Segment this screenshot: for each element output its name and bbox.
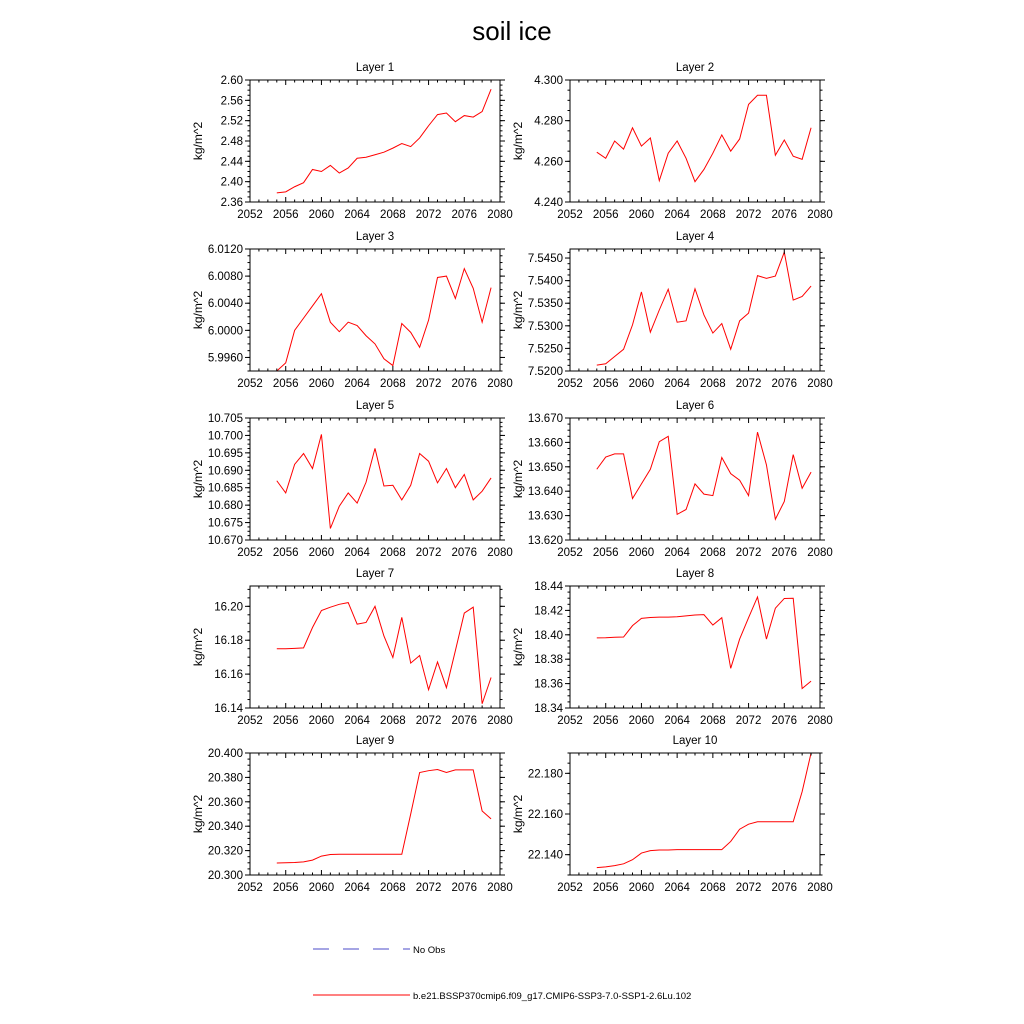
x-tick-label: 2068 bbox=[380, 209, 406, 221]
panel-title: Layer 7 bbox=[355, 568, 395, 580]
plot-frame bbox=[570, 753, 820, 875]
x-tick-label: 2060 bbox=[308, 715, 335, 727]
series-line-layer-10 bbox=[597, 753, 811, 868]
series-line-layer-3 bbox=[277, 269, 491, 371]
y-axis-label: kg/m^2 bbox=[511, 459, 525, 499]
x-tick-label: 2080 bbox=[487, 378, 513, 390]
y-tick-label: 16.20 bbox=[214, 601, 243, 614]
panel-layer-2 bbox=[511, 62, 833, 221]
x-tick-label: 2052 bbox=[237, 882, 263, 894]
y-tick-label: 4.280 bbox=[534, 115, 563, 128]
y-tick-label: 7.5300 bbox=[527, 320, 563, 333]
x-tick-label: 2068 bbox=[700, 209, 726, 221]
y-tick-label: 2.56 bbox=[220, 95, 243, 108]
y-axis-label: kg/m^2 bbox=[191, 290, 205, 330]
x-tick-label: 2056 bbox=[272, 209, 299, 221]
y-tick-label: 6.0120 bbox=[207, 244, 243, 256]
x-tick-label: 2060 bbox=[308, 882, 335, 894]
x-tick-label: 2064 bbox=[344, 378, 370, 390]
x-tick-label: 2072 bbox=[415, 209, 442, 221]
x-tick-label: 2060 bbox=[628, 209, 655, 221]
panel-layer-3 bbox=[191, 231, 513, 390]
x-tick-label: 2076 bbox=[451, 378, 478, 390]
y-tick-label: 16.18 bbox=[214, 635, 243, 648]
y-tick-label: 20.380 bbox=[207, 772, 243, 785]
legend-no-obs-label: No Obs bbox=[413, 945, 446, 956]
y-tick-label: 10.695 bbox=[207, 447, 243, 460]
x-tick-label: 2068 bbox=[700, 882, 726, 894]
x-tick-label: 2080 bbox=[487, 715, 513, 727]
plot-frame bbox=[250, 586, 500, 708]
plot-frame bbox=[250, 80, 500, 202]
y-tick-label: 18.38 bbox=[534, 654, 563, 667]
x-tick-label: 2064 bbox=[664, 882, 690, 894]
plot-frame bbox=[570, 249, 820, 371]
x-tick-label: 2060 bbox=[628, 882, 655, 894]
y-tick-label: 10.675 bbox=[207, 517, 243, 530]
x-tick-label: 2076 bbox=[451, 547, 478, 559]
x-tick-label: 2072 bbox=[415, 882, 442, 894]
x-tick-label: 2052 bbox=[557, 547, 583, 559]
y-tick-label: 10.705 bbox=[207, 413, 243, 425]
x-tick-label: 2056 bbox=[272, 547, 299, 559]
panel-title: Layer 9 bbox=[355, 735, 395, 747]
x-tick-label: 2076 bbox=[771, 209, 798, 221]
panel-title: Layer 3 bbox=[355, 231, 395, 243]
panel-layer-10 bbox=[511, 735, 833, 894]
y-tick-label: 18.34 bbox=[534, 703, 563, 715]
panel-title: Layer 4 bbox=[675, 231, 715, 243]
x-tick-label: 2052 bbox=[237, 547, 263, 559]
x-tick-label: 2080 bbox=[807, 547, 833, 559]
y-tick-label: 13.670 bbox=[527, 413, 563, 425]
x-tick-label: 2076 bbox=[771, 378, 798, 390]
x-tick-label: 2072 bbox=[735, 547, 762, 559]
y-tick-label: 22.160 bbox=[527, 809, 563, 821]
x-tick-label: 2072 bbox=[735, 882, 762, 894]
x-tick-label: 2080 bbox=[487, 209, 513, 221]
y-tick-label: 6.0040 bbox=[207, 298, 243, 311]
y-tick-label: 4.260 bbox=[534, 156, 563, 169]
x-tick-label: 2052 bbox=[557, 209, 583, 221]
x-tick-label: 2060 bbox=[308, 378, 335, 390]
panel-title: Layer 8 bbox=[675, 568, 715, 580]
y-tick-label: 2.52 bbox=[220, 115, 243, 128]
series-line-layer-2 bbox=[597, 95, 811, 181]
x-tick-label: 2068 bbox=[380, 378, 406, 390]
legend bbox=[313, 945, 691, 1002]
series-line-layer-8 bbox=[597, 597, 811, 689]
y-tick-label: 2.36 bbox=[220, 197, 243, 209]
plot-frame bbox=[570, 586, 820, 708]
x-tick-label: 2080 bbox=[807, 715, 833, 727]
y-tick-label: 2.44 bbox=[220, 156, 243, 169]
x-tick-label: 2080 bbox=[807, 882, 833, 894]
x-tick-label: 2060 bbox=[628, 715, 655, 727]
y-tick-label: 10.700 bbox=[207, 430, 243, 443]
y-axis-label: kg/m^2 bbox=[511, 121, 525, 161]
x-tick-label: 2056 bbox=[592, 378, 619, 390]
y-tick-label: 10.670 bbox=[207, 535, 243, 547]
y-tick-label: 13.650 bbox=[527, 461, 563, 474]
x-tick-label: 2060 bbox=[628, 378, 655, 390]
x-tick-label: 2080 bbox=[807, 209, 833, 221]
x-tick-label: 2068 bbox=[380, 882, 406, 894]
x-tick-label: 2056 bbox=[272, 882, 299, 894]
y-tick-label: 18.44 bbox=[534, 581, 563, 593]
x-tick-label: 2068 bbox=[380, 715, 406, 727]
x-tick-label: 2060 bbox=[308, 547, 335, 559]
y-tick-label: 7.5400 bbox=[527, 275, 563, 288]
x-tick-label: 2068 bbox=[380, 547, 406, 559]
y-axis-label: kg/m^2 bbox=[191, 627, 205, 667]
x-tick-label: 2072 bbox=[735, 715, 762, 727]
panel-layer-8 bbox=[511, 568, 833, 727]
y-tick-label: 20.400 bbox=[207, 748, 243, 760]
x-tick-label: 2064 bbox=[344, 209, 370, 221]
y-tick-label: 13.660 bbox=[527, 437, 563, 450]
series-line-layer-5 bbox=[277, 434, 491, 528]
y-axis-label: kg/m^2 bbox=[511, 794, 525, 834]
y-tick-label: 13.630 bbox=[527, 510, 563, 523]
x-tick-label: 2052 bbox=[237, 715, 263, 727]
y-tick-label: 5.9960 bbox=[207, 352, 243, 365]
panel-title: Layer 5 bbox=[355, 400, 395, 412]
y-axis-label: kg/m^2 bbox=[511, 290, 525, 330]
x-tick-label: 2080 bbox=[487, 882, 513, 894]
y-tick-label: 20.320 bbox=[207, 845, 243, 858]
legend-model-label: b.e21.BSSP370cmip6.f09_g17.CMIP6-SSP3-7.0-SSP1-2.6Lu.102 bbox=[413, 991, 692, 1002]
x-tick-label: 2064 bbox=[664, 378, 690, 390]
y-tick-label: 10.680 bbox=[207, 500, 243, 513]
x-tick-label: 2076 bbox=[451, 715, 478, 727]
panel-layer-7 bbox=[191, 568, 513, 727]
panel-layer-5 bbox=[191, 400, 513, 559]
y-tick-label: 20.360 bbox=[207, 796, 243, 809]
y-tick-label: 7.5350 bbox=[527, 298, 563, 311]
series-line-layer-4 bbox=[597, 252, 811, 365]
y-tick-label: 2.40 bbox=[220, 176, 243, 189]
series-line-layer-7 bbox=[277, 603, 491, 704]
y-tick-label: 16.16 bbox=[214, 669, 243, 682]
x-tick-label: 2056 bbox=[592, 882, 619, 894]
plot-frame bbox=[570, 80, 820, 202]
plot-frame bbox=[250, 249, 500, 371]
x-tick-label: 2072 bbox=[735, 378, 762, 390]
y-tick-label: 2.60 bbox=[220, 75, 243, 87]
x-tick-label: 2064 bbox=[664, 547, 690, 559]
panel-layer-1 bbox=[191, 62, 513, 221]
y-tick-label: 7.5450 bbox=[527, 253, 563, 266]
y-tick-label: 10.690 bbox=[207, 465, 243, 478]
page-title: soil ice bbox=[472, 16, 552, 46]
x-tick-label: 2080 bbox=[807, 378, 833, 390]
x-tick-label: 2052 bbox=[557, 715, 583, 727]
panel-title: Layer 2 bbox=[675, 62, 715, 74]
y-tick-label: 20.300 bbox=[207, 870, 243, 882]
x-tick-label: 2056 bbox=[592, 715, 619, 727]
panel-layer-9 bbox=[191, 735, 513, 894]
plot-frame bbox=[250, 418, 500, 540]
y-tick-label: 22.180 bbox=[527, 768, 563, 781]
x-tick-label: 2076 bbox=[451, 882, 478, 894]
y-tick-label: 18.36 bbox=[534, 678, 563, 691]
x-tick-label: 2060 bbox=[308, 209, 335, 221]
series-line-layer-9 bbox=[277, 769, 491, 863]
y-tick-label: 10.685 bbox=[207, 482, 243, 495]
plot-frame bbox=[250, 753, 500, 875]
panel-title: Layer 10 bbox=[672, 735, 718, 747]
x-tick-label: 2072 bbox=[415, 715, 442, 727]
y-tick-label: 13.620 bbox=[527, 535, 563, 547]
x-tick-label: 2052 bbox=[237, 378, 263, 390]
y-tick-label: 2.48 bbox=[220, 136, 243, 148]
x-tick-label: 2064 bbox=[344, 715, 370, 727]
x-tick-label: 2052 bbox=[557, 378, 583, 390]
y-tick-label: 4.240 bbox=[534, 197, 563, 209]
plot-frame bbox=[570, 418, 820, 540]
y-axis-label: kg/m^2 bbox=[191, 121, 205, 161]
series-line-layer-1 bbox=[277, 89, 491, 193]
x-tick-label: 2076 bbox=[771, 715, 798, 727]
x-tick-label: 2072 bbox=[735, 209, 762, 221]
y-tick-label: 18.40 bbox=[534, 629, 563, 642]
x-tick-label: 2076 bbox=[771, 547, 798, 559]
x-tick-label: 2056 bbox=[592, 209, 619, 221]
y-axis-label: kg/m^2 bbox=[191, 459, 205, 499]
x-tick-label: 2056 bbox=[272, 715, 299, 727]
panel-layer-6 bbox=[511, 400, 833, 559]
x-tick-label: 2052 bbox=[237, 209, 263, 221]
x-tick-label: 2060 bbox=[628, 547, 655, 559]
y-tick-label: 22.140 bbox=[527, 849, 563, 862]
x-tick-label: 2068 bbox=[700, 378, 726, 390]
y-axis-label: kg/m^2 bbox=[191, 794, 205, 834]
x-tick-label: 2072 bbox=[415, 547, 442, 559]
y-axis-label: kg/m^2 bbox=[511, 627, 525, 667]
y-tick-label: 20.340 bbox=[207, 821, 243, 834]
y-tick-label: 6.0080 bbox=[207, 271, 243, 284]
series-line-layer-6 bbox=[597, 432, 811, 519]
x-tick-label: 2072 bbox=[415, 378, 442, 390]
y-tick-label: 18.42 bbox=[534, 605, 563, 618]
x-tick-label: 2076 bbox=[451, 209, 478, 221]
x-tick-label: 2064 bbox=[664, 209, 690, 221]
y-tick-label: 7.5200 bbox=[527, 366, 563, 378]
x-tick-label: 2068 bbox=[700, 547, 726, 559]
panel-layer-4 bbox=[511, 231, 833, 390]
x-tick-label: 2056 bbox=[272, 378, 299, 390]
x-tick-label: 2064 bbox=[344, 882, 370, 894]
x-tick-label: 2052 bbox=[557, 882, 583, 894]
x-tick-label: 2068 bbox=[700, 715, 726, 727]
panel-title: Layer 1 bbox=[355, 62, 395, 74]
y-tick-label: 13.640 bbox=[527, 486, 563, 499]
y-tick-label: 16.14 bbox=[214, 703, 243, 715]
y-tick-label: 6.0000 bbox=[207, 325, 243, 338]
panel-title: Layer 6 bbox=[675, 400, 715, 412]
y-tick-label: 7.5250 bbox=[527, 343, 563, 356]
x-tick-label: 2076 bbox=[771, 882, 798, 894]
x-tick-label: 2080 bbox=[487, 547, 513, 559]
x-tick-label: 2064 bbox=[664, 715, 690, 727]
x-tick-label: 2064 bbox=[344, 547, 370, 559]
x-tick-label: 2056 bbox=[592, 547, 619, 559]
y-tick-label: 4.300 bbox=[534, 75, 563, 87]
